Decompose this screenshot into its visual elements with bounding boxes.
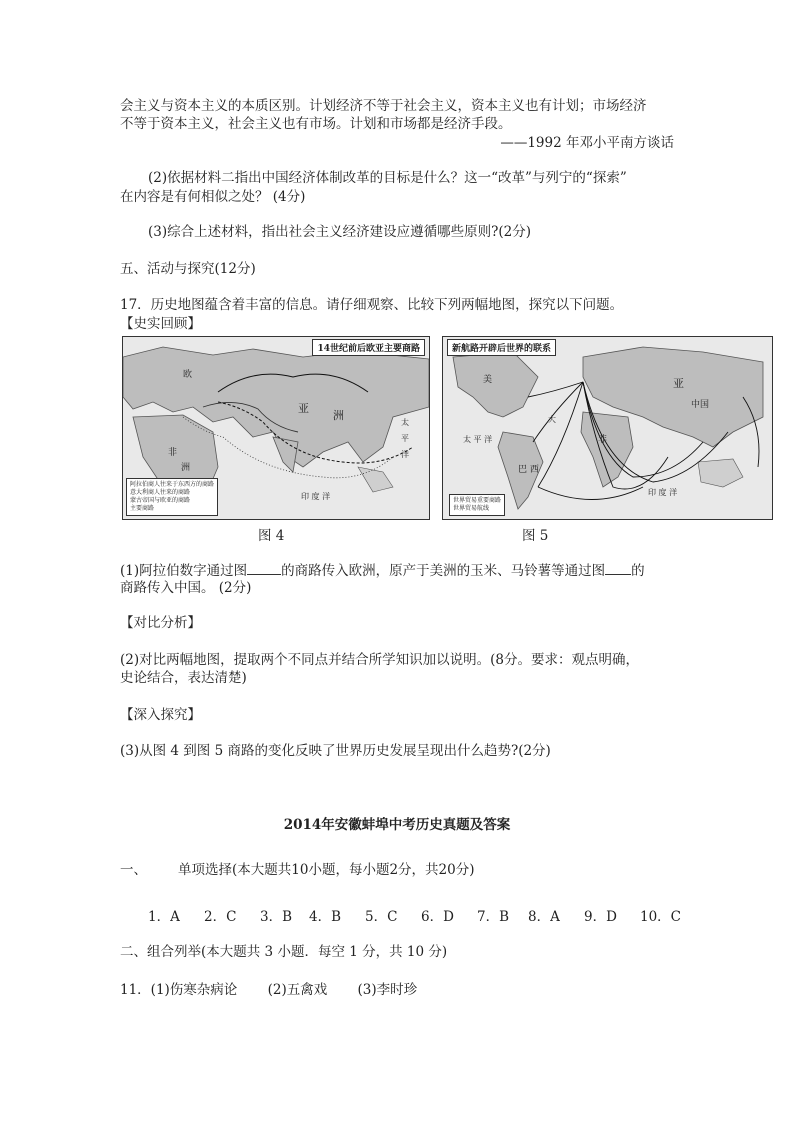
material-source: ——1992 年邓小平南方谈话 <box>500 135 674 151</box>
answer-blank[interactable] <box>247 561 281 575</box>
map-5-caption: 图 5 <box>522 528 549 544</box>
sub2-line-1: (2)对比两幅地图，提取两个不同点并结合所学知识加以说明。(8分。要求：观点明确， <box>120 652 639 668</box>
choice-answer: 3．B <box>260 909 293 925</box>
q2-line-2: 在内容是有何相似之处？ (4分) <box>120 189 306 205</box>
svg-text:洲: 洲 <box>333 409 344 422</box>
section-5-heading: 五、活动与探究(12分) <box>120 261 256 277</box>
svg-text:亚: 亚 <box>673 377 684 390</box>
sub1-text-a: (1)阿拉伯数字通过图 <box>120 563 248 579</box>
map-5-title: 新航路开辟后世界的联系 <box>447 339 556 356</box>
q2-line-1: (2)依据材料二指出中国经济体制改革的目标是什么？这一“改革”与列宁的“探索” <box>148 170 627 186</box>
map-figure-4 <box>122 336 430 520</box>
choice-answer: 10．C <box>640 909 682 925</box>
map-5-legend <box>449 494 505 516</box>
sub1-text-c: 的 <box>631 563 645 579</box>
map-5-legend-item: 世界贸易重要商路 <box>453 497 502 504</box>
map-4-legend-item: 主要商路 <box>130 505 155 512</box>
choice-answer: 7．B <box>477 909 510 925</box>
svg-text:太: 太 <box>401 418 409 427</box>
choice-answer: 8．A <box>528 909 560 925</box>
map-figure-5 <box>442 336 773 520</box>
map-5-drawing <box>443 337 772 519</box>
choice-answer: 1．A <box>148 909 180 925</box>
q11-answer: (2)五禽戏 <box>267 982 328 998</box>
material-line-1: 会主义与资本主义的本质区别。计划经济不等于社会主义，资本主义也有计划；市场经济 <box>120 98 647 114</box>
q3-text: (3)综合上述材料，指出社会主义经济建设应遵循哪些原则?(2分) <box>148 224 531 240</box>
map-4-caption: 图 4 <box>258 528 285 544</box>
answers-title: 2014年安徽蚌埠中考历史真题及答案 <box>283 817 511 833</box>
answers-part1-number: 一、 <box>120 862 147 878</box>
svg-text:巴 西: 巴 西 <box>518 465 539 475</box>
sub1-text-b: 的商路传入欧洲，原产于美洲的玉米、马铃薯等通过图 <box>281 563 606 579</box>
svg-text:亚: 亚 <box>298 402 309 415</box>
choice-answer: 2．C <box>204 909 237 925</box>
svg-text:非: 非 <box>598 435 608 445</box>
map-4-legend-item: 意大利商人往来的商路 <box>130 489 191 496</box>
q17-intro: 17．历史地图蕴含着丰富的信息。请仔细观察、比较下列两幅地图，探究以下问题。 <box>120 297 624 313</box>
svg-text:洲: 洲 <box>181 463 191 473</box>
q11-answers <box>120 981 417 999</box>
q11-answer: (3)李时珍 <box>357 982 418 998</box>
svg-text:大: 大 <box>548 415 556 424</box>
sub1-line-2: 商路传入中国。 (2分) <box>120 580 252 596</box>
compare-heading: 【对比分析】 <box>120 615 201 631</box>
map-4-legend-item: 阿拉伯商人往来于东西方的商路 <box>130 481 215 488</box>
map-4-legend-item: 蒙古帝国与欧亚的商路 <box>130 497 191 504</box>
sub2-line-2: 史论结合，表达清楚) <box>120 670 247 686</box>
answer-blank[interactable] <box>605 561 631 575</box>
choice-answer: 6．D <box>421 909 454 925</box>
q11-answer: 11．(1)伤寒杂病论 <box>120 982 238 998</box>
material-line-2: 不等于资本主义，社会主义也有市场。计划和市场都是经济手段。 <box>120 116 512 132</box>
sub1-line-1 <box>120 561 645 580</box>
choice-answer: 9．D <box>584 909 617 925</box>
map-5-legend-item: 世界贸易航线 <box>453 505 490 512</box>
map-4-legend <box>126 478 218 516</box>
answers-part2: 二、组合列举(本大题共 3 小题．每空 1 分，共 10 分) <box>120 944 448 960</box>
answers-part1-text: 单项选择(本大题共10小题，每小题2分，共20分) <box>178 862 475 878</box>
svg-text:太 平 洋: 太 平 洋 <box>463 435 493 444</box>
map-4-title: 14世纪前后欧亚主要商路 <box>312 339 425 356</box>
svg-text:美: 美 <box>483 375 493 385</box>
sub3-text: (3)从图 4 到图 5 商路的变化反映了世界历史发展呈现出什么趋势?(2分) <box>120 743 551 759</box>
svg-text:印 度 洋: 印 度 洋 <box>648 488 678 497</box>
svg-text:印 度 洋: 印 度 洋 <box>301 492 331 501</box>
explore-heading: 【深入探究】 <box>120 707 201 723</box>
svg-text:非: 非 <box>168 448 178 458</box>
choice-answer: 5．C <box>365 909 398 925</box>
svg-text:欧: 欧 <box>183 370 193 380</box>
svg-text:洋: 洋 <box>401 450 409 459</box>
svg-text:中国: 中国 <box>691 400 710 410</box>
review-heading: 【史实回顾】 <box>120 316 201 332</box>
svg-text:平: 平 <box>401 434 409 443</box>
choice-answer: 4．B <box>309 909 342 925</box>
